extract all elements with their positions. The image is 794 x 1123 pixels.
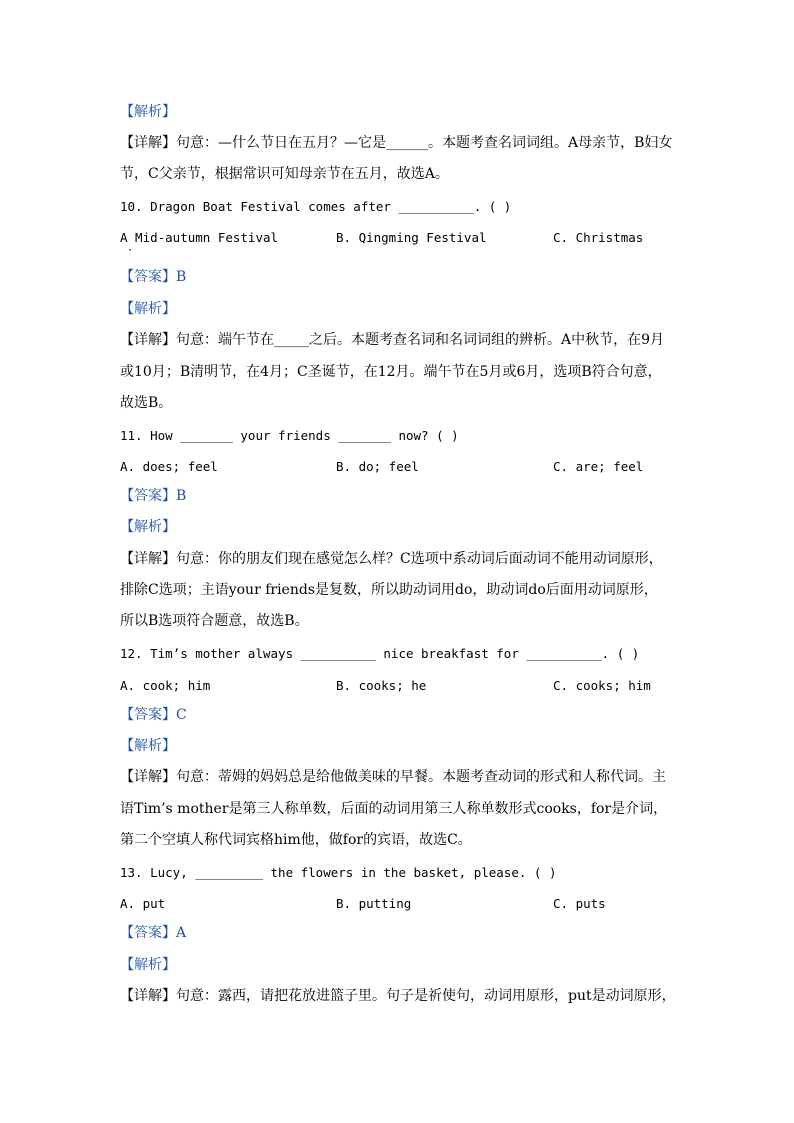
detail-text: 所以B选项符合题意，故选B。 bbox=[120, 613, 309, 629]
option-b: B. do; feel bbox=[336, 459, 419, 474]
detail-text: 节，C父亲节，根据常识可知母亲节在五月，故选A。 bbox=[120, 166, 449, 182]
answer-10: 【答案】B bbox=[120, 269, 187, 285]
detail-text: 【详解】句意：—什么节日在五月？—它是______。本题考查名词词组。A母亲节，B妇女 bbox=[120, 135, 673, 151]
question-12: 12. Tim’s mother always __________ nice breakfast for __________. ( ) bbox=[120, 646, 640, 661]
stray-dot: · bbox=[127, 245, 134, 256]
detail-text: 第二个空填人称代词宾格him他，做for的宾语，故选C。 bbox=[120, 832, 472, 848]
option-c: C. are; feel bbox=[553, 459, 644, 474]
detail-text: 排除C选项；主语your friends是复数，所以助动词用do，助动词do后面用动词原形， bbox=[120, 582, 658, 598]
detail-text: 【详解】句意：露西，请把花放进篮子里。句子是祈使句，动词用原形，put是动词原形， bbox=[120, 988, 676, 1004]
detail-text: 故选B。 bbox=[120, 395, 173, 411]
option-a: A Mid-autumn Festival bbox=[120, 230, 279, 245]
question-13: 13. Lucy, _________ the flowers in the basket, please. ( ) bbox=[120, 865, 557, 880]
option-b: B. cooks; he bbox=[336, 678, 427, 693]
option-c: C. cooks; him bbox=[553, 678, 651, 693]
answer-13: 【答案】A bbox=[120, 925, 187, 941]
detail-text: 语Tim’s mother是第三人称单数，后面的动词用第三人称单数形式cooks，for是介词， bbox=[120, 801, 668, 817]
analysis-tag: 【解析】 bbox=[120, 301, 176, 317]
option-a: A. cook; him bbox=[120, 678, 211, 693]
option-a: A. does; feel bbox=[120, 459, 218, 474]
analysis-tag: 【解析】 bbox=[120, 738, 176, 754]
option-c: C. puts bbox=[553, 896, 606, 911]
option-b: B. putting bbox=[336, 896, 412, 911]
analysis-tag: 【解析】 bbox=[120, 519, 176, 535]
question-10: 10. Dragon Boat Festival comes after __________. ( ) bbox=[120, 199, 512, 214]
answer-11: 【答案】B bbox=[120, 488, 187, 504]
option-a: A. put bbox=[120, 896, 166, 911]
detail-text: 【详解】句意：你的朋友们现在感觉怎么样？C选项中系动词后面动词不能用动词原形， bbox=[120, 551, 663, 567]
analysis-tag: 【解析】 bbox=[120, 957, 176, 973]
option-b: B. Qingming Festival bbox=[336, 230, 487, 245]
option-c: C. Christmas bbox=[553, 230, 644, 245]
detail-text: 【详解】句意：蒂姆的妈妈总是给他做美味的早餐。本题考查动词的形式和人称代词。主 bbox=[120, 769, 666, 785]
detail-text: 或10月；B清明节，在4月；C圣诞节，在12月。端午节在5月或6月，选项B符合句意， bbox=[120, 364, 662, 380]
answer-12: 【答案】C bbox=[120, 707, 187, 723]
question-11: 11. How _______ your friends _______ now? ( ) bbox=[120, 428, 459, 443]
detail-text: 【详解】句意：端午节在_____之后。本题考查名词和名词词组的辨析。A中秋节，在9月 bbox=[120, 332, 665, 348]
analysis-tag: 【解析】 bbox=[120, 104, 176, 120]
